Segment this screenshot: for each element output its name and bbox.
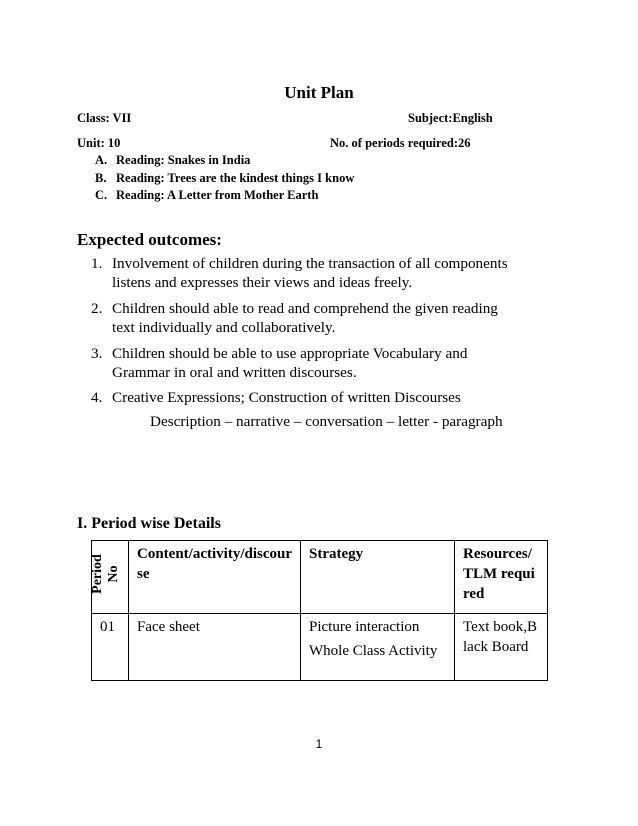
reading-item: Reading: Snakes in India [116,153,251,167]
outcomes-heading: Expected outcomes: [77,230,222,249]
header-period-line1: Period [90,554,105,594]
outcome-line: listens and expresses their views and ideas freely. [112,274,413,291]
outcome-line: Involvement of children during the transaction of all components [112,255,508,272]
cell-content: Face sheet [129,614,301,681]
reading-marker: C. [95,188,108,202]
reading-marker: A. [95,153,108,167]
outcome-marker: 4. [91,389,103,406]
cell-resources: Text book,Black Board [455,614,548,681]
reading-item: Reading: A Letter from Mother Earth [116,188,319,202]
table-header-row [92,541,548,614]
outcome-line: text individually and collaboratively. [112,319,336,336]
unit-label: Unit: 10 [77,136,121,150]
header-period [92,541,129,614]
outcome-marker: 2. [91,300,103,317]
header-content: Content/activity/discourse [129,541,301,614]
periods-required-label: No. of periods required:26 [330,136,471,150]
subject-label: Subject:English [408,111,493,125]
outcome-marker: 1. [91,255,103,272]
header-strategy: Strategy [301,541,455,614]
outcome-line: Children should able to read and comprehend the given reading [112,300,498,317]
period-heading: I. Period wise Details [77,515,221,532]
cell-strategy-line: Whole Class Activity [309,643,438,659]
outcome-line: Creative Expressions; Construction of written Discourses [112,389,461,406]
header-period-line2: No [106,565,121,583]
page-number: 1 [315,737,323,751]
cell-strategy-line: Picture interaction [309,619,420,635]
outcome-line: Grammar in oral and written discourses. [112,364,357,381]
outcome-marker: 3. [91,345,103,362]
cell-period: 01 [92,614,129,681]
reading-marker: B. [95,171,107,185]
outcome-line: Children should be able to use appropriate Vocabulary and [112,345,468,362]
page-title: Unit Plan [284,83,354,102]
class-label: Class: VII [77,111,132,125]
header-resources: Resources/TLM required [455,541,548,614]
description-line: Description – narrative – conversation – letter - paragraph [150,413,503,430]
period-table [91,540,548,681]
reading-item: Reading: Trees are the kindest things I know [116,171,355,185]
table-row [92,614,548,681]
cell-strategy [301,614,455,681]
